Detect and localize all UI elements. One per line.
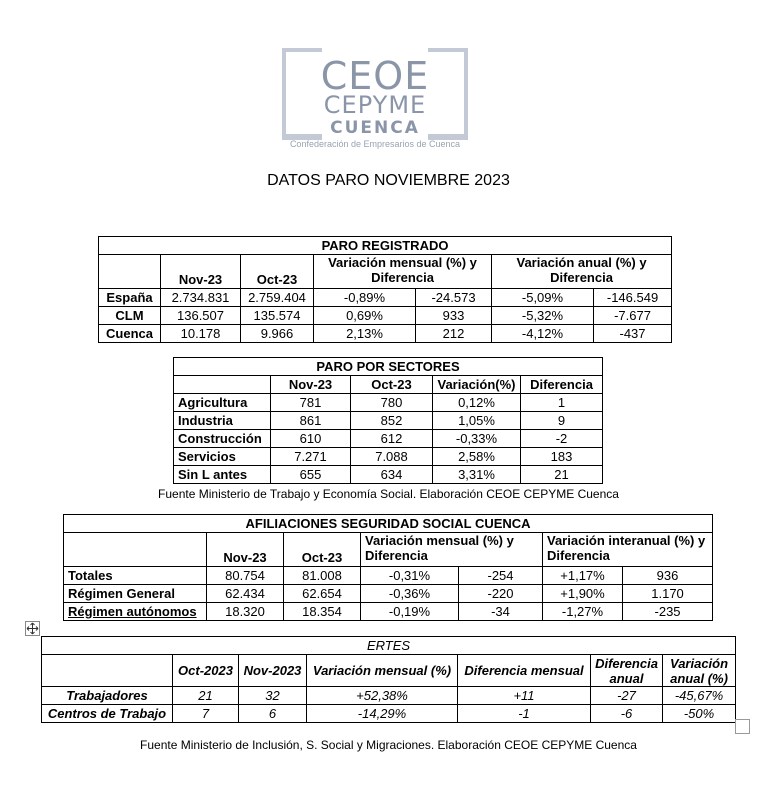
header-cell: Oct-23	[284, 533, 361, 567]
logo	[282, 48, 468, 152]
table-title: PARO POR SECTORES	[174, 358, 603, 376]
cell: 0,69%	[314, 307, 416, 325]
cell: 32	[239, 687, 307, 705]
cell: -0,31%	[361, 567, 459, 585]
cell: 21	[521, 466, 603, 484]
header-cell: Nov-23	[161, 255, 241, 289]
cell: 135.574	[241, 307, 314, 325]
header-cell: Variación anual (%)	[663, 655, 736, 687]
table-row	[99, 289, 672, 307]
cell: 861	[271, 412, 351, 430]
cell: 10.178	[161, 325, 241, 343]
row-label: Industria	[174, 412, 271, 430]
logo-line1: CEOE	[320, 54, 430, 98]
cell: 933	[416, 307, 492, 325]
cell: 1	[521, 394, 603, 412]
row-label: Servicios	[174, 448, 271, 466]
header-cell: Nov-2023	[239, 655, 307, 687]
cell: 6	[239, 705, 307, 723]
move-handle-icon[interactable]	[25, 621, 40, 636]
cell: 7.271	[271, 448, 351, 466]
cell: 62.654	[284, 585, 361, 603]
cell: 18.354	[284, 603, 361, 621]
cell: 9.966	[241, 325, 314, 343]
table-title: ERTES	[42, 637, 736, 655]
cell: -0,33%	[433, 430, 521, 448]
cell: -0,89%	[314, 289, 416, 307]
header-cell: Oct-23	[241, 255, 314, 289]
cell: 0,12%	[433, 394, 521, 412]
cell: 2.759.404	[241, 289, 314, 307]
cell: 18.320	[207, 603, 284, 621]
cell: -45,67%	[663, 687, 736, 705]
cell: -437	[594, 325, 672, 343]
cell: 7	[173, 705, 239, 723]
header-cell: Variación(%)	[433, 376, 521, 394]
table-row	[174, 412, 603, 430]
paro-sectores-table	[173, 357, 603, 484]
logo-line2: CEPYME	[323, 91, 427, 119]
table-title: AFILIACIONES SEGURIDAD SOCIAL CUENCA	[64, 515, 713, 533]
cell: -34	[459, 603, 543, 621]
cell: -50%	[663, 705, 736, 723]
afiliaciones-table	[63, 514, 713, 621]
header-cell: Oct-2023	[173, 655, 239, 687]
row-label: Régimen autónomos	[64, 603, 207, 621]
cell: 781	[271, 394, 351, 412]
cell: 1.170	[623, 585, 713, 603]
header-cell: Variación anual (%) y Diferencia	[492, 255, 672, 289]
cell: 655	[271, 466, 351, 484]
cell: 610	[271, 430, 351, 448]
cell: 9	[521, 412, 603, 430]
source-note-2: Fuente Ministerio de Inclusión, S. Social y Migraciones. Elaboración CEOE CEPYME Cuenca	[140, 738, 637, 752]
header-cell: Variación interanual (%) y Diferencia	[543, 533, 713, 567]
cell: 136.507	[161, 307, 241, 325]
cell: -7.677	[594, 307, 672, 325]
logo-tagline: Confederación de Empresarios de Cuenca	[289, 139, 461, 149]
table-row	[99, 307, 672, 325]
table-row	[64, 603, 713, 621]
cell: -1,27%	[543, 603, 623, 621]
cell: 21	[173, 687, 239, 705]
row-label: Construcción	[174, 430, 271, 448]
table-row	[174, 394, 603, 412]
ertes-table	[41, 636, 736, 723]
cell: +11	[458, 687, 591, 705]
row-label: Cuenca	[99, 325, 161, 343]
header-cell: Diferencia	[521, 376, 603, 394]
cell: 1,05%	[433, 412, 521, 430]
cell: -24.573	[416, 289, 492, 307]
cell: -5,09%	[492, 289, 594, 307]
cell: 2,13%	[314, 325, 416, 343]
cell: +52,38%	[307, 687, 458, 705]
cell: 2.734.831	[161, 289, 241, 307]
header-cell: Variación mensual (%)	[307, 655, 458, 687]
row-label: Agricultura	[174, 394, 271, 412]
cell: 7.088	[351, 448, 433, 466]
cell: -6	[591, 705, 663, 723]
header-cell	[99, 255, 161, 289]
table-row	[174, 448, 603, 466]
table-row	[64, 567, 713, 585]
cell: -5,32%	[492, 307, 594, 325]
cell: -2	[521, 430, 603, 448]
cell: 852	[351, 412, 433, 430]
row-label: Centros de Trabajo	[42, 705, 173, 723]
cell: -27	[591, 687, 663, 705]
cell: -0,19%	[361, 603, 459, 621]
cell: -4,12%	[492, 325, 594, 343]
cell: -220	[459, 585, 543, 603]
table-row	[42, 705, 736, 723]
header-cell: Oct-23	[351, 376, 433, 394]
cell: 183	[521, 448, 603, 466]
cell: -254	[459, 567, 543, 585]
page-heading: DATOS PARO NOVIEMBRE 2023	[267, 172, 510, 189]
cell: 780	[351, 394, 433, 412]
table-row	[174, 466, 603, 484]
cell: 80.754	[207, 567, 284, 585]
table-title: PARO REGISTRADO	[99, 237, 672, 255]
cell: 62.434	[207, 585, 284, 603]
header-cell	[174, 376, 271, 394]
cell: +1,90%	[543, 585, 623, 603]
cell: 612	[351, 430, 433, 448]
header-cell	[42, 655, 173, 687]
table-row	[99, 325, 672, 343]
row-label: España	[99, 289, 161, 307]
header-cell: Diferencia anual	[591, 655, 663, 687]
cell: -146.549	[594, 289, 672, 307]
cell: 2,58%	[433, 448, 521, 466]
cell: 3,31%	[433, 466, 521, 484]
cell: -1	[458, 705, 591, 723]
row-label: Trabajadores	[42, 687, 173, 705]
table-row	[42, 687, 736, 705]
header-cell: Variación mensual (%) y Diferencia	[314, 255, 492, 289]
cell: 936	[623, 567, 713, 585]
row-label: Régimen General	[64, 585, 207, 603]
cell: -14,29%	[307, 705, 458, 723]
resize-handle-icon[interactable]	[735, 719, 750, 734]
header-cell: Nov-23	[207, 533, 284, 567]
cell: -0,36%	[361, 585, 459, 603]
header-cell: Nov-23	[271, 376, 351, 394]
logo-line3: CUENCA	[330, 118, 420, 138]
header-cell: Variación mensual (%) y Diferencia	[361, 533, 543, 567]
row-label: Totales	[64, 567, 207, 585]
cell: -235	[623, 603, 713, 621]
cell: 81.008	[284, 567, 361, 585]
paro-registrado-table	[98, 236, 672, 343]
source-note-1: Fuente Ministerio de Trabajo y Economía Social. Elaboración CEOE CEPYME Cuenca	[158, 487, 619, 501]
cell: 634	[351, 466, 433, 484]
header-cell: Diferencia mensual	[458, 655, 591, 687]
row-label: CLM	[99, 307, 161, 325]
cell: 212	[416, 325, 492, 343]
table-row	[64, 585, 713, 603]
table-row	[174, 430, 603, 448]
header-cell	[64, 533, 207, 567]
cell: +1,17%	[543, 567, 623, 585]
row-label: Sin L antes	[174, 466, 271, 484]
